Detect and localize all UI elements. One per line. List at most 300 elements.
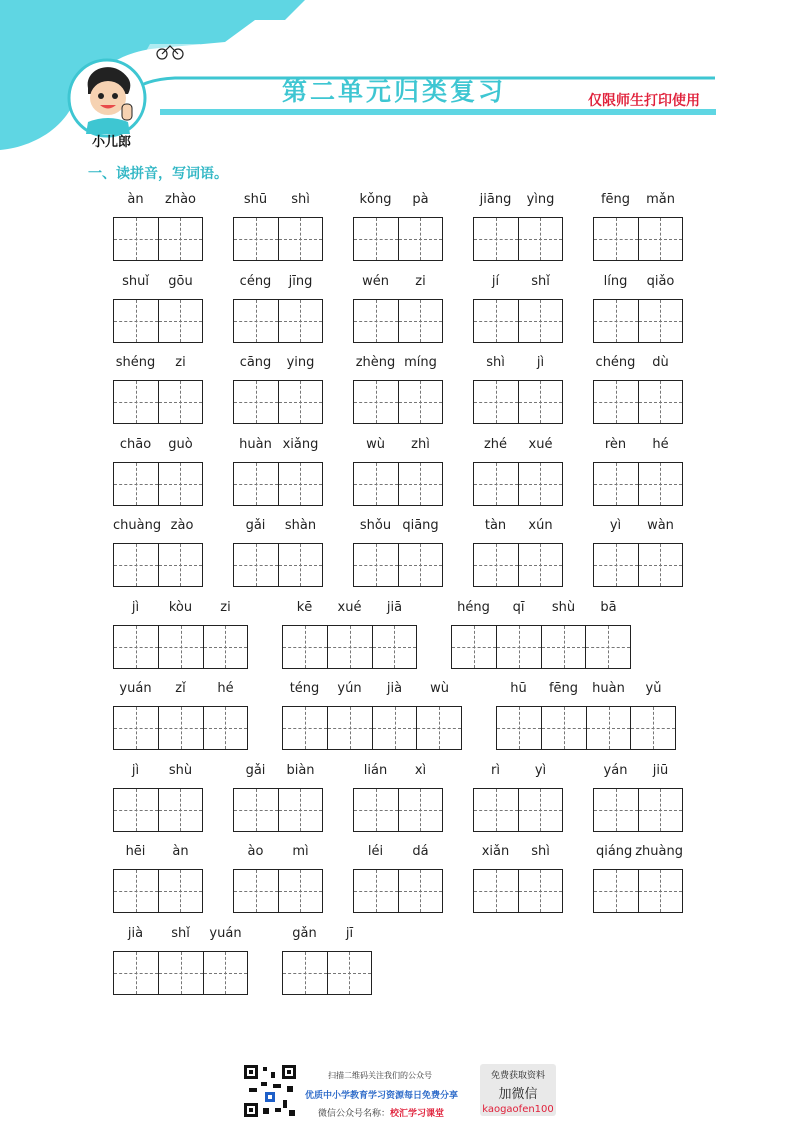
tianzige-cell[interactable]: [158, 870, 202, 912]
tianzige-cell[interactable]: [594, 870, 638, 912]
tianzige-cell[interactable]: [234, 789, 278, 831]
pinyin-syllable: shǐ: [531, 274, 550, 289]
pinyin-syllable: shì: [291, 192, 310, 207]
word-item: [473, 272, 563, 292]
pinyin-syllable: xué: [337, 600, 362, 615]
tianzige-cell[interactable]: [638, 870, 682, 912]
writing-boxes[interactable]: [233, 543, 323, 587]
pinyin-line: [473, 516, 563, 536]
tianzige-cell[interactable]: [354, 789, 398, 831]
tianzige-cell[interactable]: [398, 544, 442, 586]
tianzige-cell[interactable]: [283, 952, 327, 994]
tianzige-cell[interactable]: [114, 870, 158, 912]
word-item: [473, 842, 563, 862]
writing-boxes[interactable]: [113, 462, 203, 506]
tianzige-cell[interactable]: [474, 300, 518, 342]
writing-boxes[interactable]: [282, 625, 417, 669]
pinyin-syllable: gǎn: [292, 926, 317, 941]
tianzige-cell[interactable]: [354, 463, 398, 505]
pinyin-syllable: yún: [337, 681, 362, 696]
pinyin-syllable: ào: [247, 844, 264, 859]
tianzige-cell[interactable]: [354, 381, 398, 423]
pinyin-line: [451, 598, 631, 618]
writing-boxes[interactable]: [473, 788, 563, 832]
pinyin-syllable: pà: [412, 192, 429, 207]
tianzige-cell[interactable]: [158, 707, 202, 749]
tianzige-cell[interactable]: [203, 707, 247, 749]
tianzige-cell[interactable]: [278, 544, 322, 586]
writing-boxes[interactable]: [113, 869, 203, 913]
pinyin-syllable: guò: [168, 437, 193, 452]
tianzige-cell[interactable]: [278, 789, 322, 831]
pinyin-syllable: wù: [366, 437, 385, 452]
writing-boxes[interactable]: [353, 217, 443, 261]
tianzige-cell[interactable]: [114, 381, 158, 423]
pinyin-line: [113, 353, 203, 373]
tianzige-cell[interactable]: [354, 870, 398, 912]
tianzige-cell[interactable]: [114, 463, 158, 505]
scan-caption: 扫描二维码关注我们的公众号: [328, 1071, 432, 1080]
word-item: [473, 190, 563, 210]
writing-boxes[interactable]: [473, 462, 563, 506]
tianzige-cell[interactable]: [638, 300, 682, 342]
writing-boxes[interactable]: [282, 706, 462, 750]
tianzige-cell[interactable]: [594, 463, 638, 505]
pinyin-line: [593, 842, 683, 862]
pinyin-syllable: léi: [367, 844, 384, 859]
tianzige-cell[interactable]: [518, 789, 562, 831]
tianzige-cell[interactable]: [398, 218, 442, 260]
writing-boxes[interactable]: [233, 217, 323, 261]
tianzige-cell[interactable]: [541, 626, 586, 668]
tianzige-cell[interactable]: [114, 626, 158, 668]
pinyin-syllable: ying: [286, 355, 315, 370]
writing-boxes[interactable]: [113, 788, 203, 832]
tianzige-cell[interactable]: [354, 300, 398, 342]
tianzige-cell[interactable]: [114, 789, 158, 831]
word-item: [113, 924, 248, 944]
pinyin-line: [233, 761, 323, 781]
pinyin-line: [282, 598, 417, 618]
tianzige-cell[interactable]: [203, 626, 247, 668]
tianzige-cell[interactable]: [158, 463, 202, 505]
pinyin-syllable: jí: [491, 274, 500, 289]
tianzige-cell[interactable]: [158, 626, 202, 668]
tianzige-cell[interactable]: [114, 952, 158, 994]
boy-mascot-icon: [74, 60, 140, 134]
pinyin-line: [113, 598, 248, 618]
tianzige-cell[interactable]: [354, 218, 398, 260]
tianzige-cell[interactable]: [327, 626, 371, 668]
pinyin-syllable: yuán: [119, 681, 152, 696]
tianzige-cell[interactable]: [327, 952, 371, 994]
tianzige-cell[interactable]: [278, 463, 322, 505]
word-item: [113, 272, 203, 292]
pinyin-syllable: huàn: [592, 681, 625, 696]
pinyin-line: [113, 924, 248, 944]
word-item: [113, 190, 203, 210]
pinyin-syllable: lián: [363, 763, 388, 778]
tianzige-cell[interactable]: [372, 626, 416, 668]
writing-boxes[interactable]: [233, 462, 323, 506]
writing-boxes[interactable]: [353, 788, 443, 832]
pinyin-syllable: yǔ: [645, 681, 662, 696]
writing-boxes[interactable]: [113, 299, 203, 343]
writing-boxes[interactable]: [593, 299, 683, 343]
word-item: [233, 272, 323, 292]
pinyin-syllable: wén: [362, 274, 389, 289]
tianzige-cell[interactable]: [234, 300, 278, 342]
word-item: [473, 761, 563, 781]
pinyin-syllable: hé: [652, 437, 669, 452]
pinyin-syllable: kǒng: [359, 192, 392, 207]
pinyin-syllable: jià: [386, 681, 403, 696]
pinyin-syllable: hé: [217, 681, 234, 696]
tianzige-cell[interactable]: [594, 789, 638, 831]
writing-boxes[interactable]: [473, 217, 563, 261]
tianzige-cell[interactable]: [114, 707, 158, 749]
pinyin-syllable: zào: [170, 518, 194, 533]
writing-boxes[interactable]: [113, 951, 248, 995]
pinyin-syllable: yuán: [209, 926, 242, 941]
writing-boxes[interactable]: [593, 462, 683, 506]
pinyin-syllable: shù: [168, 763, 193, 778]
pinyin-syllable: biàn: [286, 763, 315, 778]
tianzige-cell[interactable]: [278, 218, 322, 260]
writing-boxes[interactable]: [282, 951, 372, 995]
tianzige-cell[interactable]: [327, 707, 372, 749]
pinyin-syllable: téng: [289, 681, 320, 696]
writing-boxes[interactable]: [233, 788, 323, 832]
word-item: [233, 353, 323, 373]
tianzige-cell[interactable]: [158, 789, 202, 831]
pinyin-syllable: chuàng: [113, 518, 162, 533]
tianzige-cell[interactable]: [398, 870, 442, 912]
qr-code-icon: [243, 1064, 297, 1118]
pinyin-syllable: qiāng: [402, 518, 439, 533]
pinyin-line: [473, 435, 563, 455]
pinyin-syllable: zi: [415, 274, 426, 289]
tianzige-cell[interactable]: [114, 544, 158, 586]
pinyin-syllable: mì: [292, 844, 309, 859]
writing-boxes[interactable]: [473, 869, 563, 913]
pinyin-line: [593, 272, 683, 292]
tianzige-cell[interactable]: [638, 381, 682, 423]
writing-boxes[interactable]: [353, 380, 443, 424]
pinyin-syllable: àn: [127, 192, 144, 207]
tianzige-cell[interactable]: [234, 218, 278, 260]
pinyin-syllable: yán: [603, 763, 628, 778]
word-item: [593, 435, 683, 455]
tianzige-cell[interactable]: [594, 300, 638, 342]
tianzige-cell[interactable]: [234, 463, 278, 505]
tianzige-cell[interactable]: [474, 789, 518, 831]
pinyin-syllable: jīng: [288, 274, 313, 289]
pinyin-syllable: céng: [239, 274, 272, 289]
word-item: [233, 842, 323, 862]
account-line: [318, 1106, 444, 1119]
writing-boxes[interactable]: [233, 380, 323, 424]
pinyin-line: [496, 679, 676, 699]
tianzige-cell[interactable]: [585, 626, 630, 668]
tianzige-cell[interactable]: [158, 381, 202, 423]
tianzige-cell[interactable]: [474, 544, 518, 586]
tianzige-cell[interactable]: [497, 707, 541, 749]
pinyin-syllable: dá: [412, 844, 429, 859]
writing-boxes[interactable]: [113, 625, 248, 669]
pinyin-syllable: shì: [486, 355, 505, 370]
promo-text: 优质中小学教育学习资源每日免费分享: [305, 1091, 459, 1101]
writing-boxes[interactable]: [233, 869, 323, 913]
tianzige-cell[interactable]: [518, 381, 562, 423]
page-title: 第二单元归类复习: [282, 77, 507, 106]
tianzige-cell[interactable]: [518, 218, 562, 260]
pinyin-line: [473, 761, 563, 781]
tianzige-cell[interactable]: [496, 626, 541, 668]
writing-boxes[interactable]: [473, 299, 563, 343]
pinyin-syllable: mǎn: [646, 192, 675, 207]
writing-boxes[interactable]: [113, 380, 203, 424]
pinyin-syllable: shuǐ: [122, 274, 149, 289]
tianzige-cell[interactable]: [278, 870, 322, 912]
word-item: [593, 516, 683, 536]
pinyin-line: [353, 272, 443, 292]
tianzige-cell[interactable]: [452, 626, 496, 668]
pinyin-line: [593, 190, 683, 210]
pinyin-line: [353, 761, 443, 781]
pinyin-line: [233, 272, 323, 292]
writing-boxes[interactable]: [473, 380, 563, 424]
tianzige-cell[interactable]: [638, 789, 682, 831]
pinyin-line: [593, 435, 683, 455]
word-item: [233, 190, 323, 210]
tianzige-cell[interactable]: [283, 626, 327, 668]
tianzige-cell[interactable]: [474, 463, 518, 505]
pinyin-line: [113, 516, 203, 536]
pinyin-line: [233, 435, 323, 455]
word-item: [593, 842, 683, 862]
tianzige-cell[interactable]: [594, 381, 638, 423]
word-item: [113, 761, 203, 781]
tianzige-cell[interactable]: [474, 381, 518, 423]
tianzige-cell[interactable]: [283, 707, 327, 749]
pinyin-syllable: jiāng: [479, 192, 512, 207]
wechat-caption: 免费获取资料: [490, 1071, 545, 1081]
writing-boxes[interactable]: [353, 869, 443, 913]
pinyin-syllable: jì: [131, 600, 140, 615]
tianzige-cell[interactable]: [518, 300, 562, 342]
pinyin-syllable: kòu: [168, 600, 193, 615]
pinyin-syllable: líng: [603, 274, 628, 289]
pinyin-syllable: shù: [551, 600, 576, 615]
tianzige-cell[interactable]: [158, 952, 202, 994]
pinyin-syllable: hū: [510, 681, 527, 696]
tianzige-cell[interactable]: [354, 544, 398, 586]
section-title: 一、读拼音，写词语。: [88, 166, 228, 182]
pinyin-syllable: gǎi: [245, 518, 266, 533]
tianzige-cell[interactable]: [114, 300, 158, 342]
tianzige-cell[interactable]: [630, 707, 675, 749]
pinyin-syllable: shì: [531, 844, 550, 859]
pinyin-line: [233, 516, 323, 536]
writing-boxes[interactable]: [353, 543, 443, 587]
pinyin-line: [353, 842, 443, 862]
tianzige-cell[interactable]: [203, 952, 247, 994]
writing-boxes[interactable]: [451, 625, 631, 669]
tianzige-cell[interactable]: [541, 707, 586, 749]
tianzige-cell[interactable]: [518, 870, 562, 912]
tianzige-cell[interactable]: [398, 381, 442, 423]
pinyin-syllable: jiā: [386, 600, 403, 615]
word-item: [593, 190, 683, 210]
tianzige-cell[interactable]: [518, 544, 562, 586]
word-item: [353, 516, 443, 536]
pinyin-syllable: chéng: [595, 355, 636, 370]
pinyin-syllable: héng: [457, 600, 490, 615]
pinyin-syllable: zhèng: [355, 355, 396, 370]
tianzige-cell[interactable]: [416, 707, 461, 749]
word-item: [282, 924, 372, 944]
pinyin-line: [593, 353, 683, 373]
tianzige-cell[interactable]: [234, 870, 278, 912]
pinyin-line: [113, 842, 203, 862]
tianzige-cell[interactable]: [278, 381, 322, 423]
word-item: [353, 761, 443, 781]
pinyin-syllable: chāo: [119, 437, 152, 452]
pinyin-syllable: kē: [296, 600, 313, 615]
tianzige-cell[interactable]: [594, 218, 638, 260]
wechat-box: [480, 1064, 556, 1116]
tianzige-cell[interactable]: [158, 300, 202, 342]
tianzige-cell[interactable]: [398, 789, 442, 831]
pinyin-syllable: zhuàng: [635, 844, 683, 859]
writing-boxes[interactable]: [473, 543, 563, 587]
tianzige-cell[interactable]: [234, 381, 278, 423]
pinyin-syllable: xiǎn: [481, 844, 510, 859]
writing-boxes[interactable]: [593, 788, 683, 832]
tianzige-cell[interactable]: [114, 218, 158, 260]
tianzige-cell[interactable]: [278, 300, 322, 342]
pinyin-syllable: fēng: [600, 192, 631, 207]
word-item: [353, 435, 443, 455]
pinyin-syllable: zi: [175, 355, 186, 370]
word-item: [233, 516, 323, 536]
pinyin-line: [353, 353, 443, 373]
pinyin-line: [113, 190, 203, 210]
pinyin-line: [233, 190, 323, 210]
tianzige-cell[interactable]: [158, 218, 202, 260]
pinyin-syllable: zǐ: [175, 681, 186, 696]
brand-name: 小儿郎: [92, 135, 132, 150]
word-item: [282, 679, 462, 699]
pinyin-syllable: xiǎng: [282, 437, 319, 452]
pinyin-line: [353, 435, 443, 455]
pinyin-line: [593, 761, 683, 781]
word-item: [496, 679, 676, 699]
pinyin-syllable: zi: [220, 600, 231, 615]
tianzige-cell[interactable]: [586, 707, 631, 749]
tianzige-cell[interactable]: [158, 544, 202, 586]
pinyin-syllable: dù: [652, 355, 669, 370]
writing-boxes[interactable]: [353, 462, 443, 506]
pinyin-syllable: gōu: [168, 274, 193, 289]
word-item: [113, 516, 203, 536]
tianzige-cell[interactable]: [474, 870, 518, 912]
pinyin-syllable: zhé: [483, 437, 508, 452]
account-label: 微信公众号名称：: [318, 1109, 391, 1119]
pinyin-line: [233, 842, 323, 862]
writing-boxes[interactable]: [593, 380, 683, 424]
pinyin-line: [233, 353, 323, 373]
pinyin-syllable: bā: [600, 600, 617, 615]
word-item: [113, 353, 203, 373]
pinyin-line: [113, 761, 203, 781]
pinyin-syllable: qiǎo: [646, 274, 675, 289]
writing-boxes[interactable]: [593, 869, 683, 913]
word-item: [113, 435, 203, 455]
account-name: 校汇学习课堂: [390, 1109, 445, 1119]
pinyin-syllable: qiáng: [595, 844, 633, 859]
pinyin-syllable: jī: [345, 926, 354, 941]
word-item: [593, 272, 683, 292]
pinyin-syllable: fēng: [548, 681, 579, 696]
word-item: [451, 598, 631, 618]
writing-boxes[interactable]: [353, 299, 443, 343]
tianzige-cell[interactable]: [398, 463, 442, 505]
pinyin-syllable: jià: [127, 926, 144, 941]
pinyin-syllable: tàn: [484, 518, 507, 533]
pinyin-syllable: huàn: [239, 437, 272, 452]
tianzige-cell[interactable]: [638, 463, 682, 505]
pinyin-line: [473, 190, 563, 210]
writing-boxes[interactable]: [113, 706, 248, 750]
word-item: [473, 516, 563, 536]
pinyin-syllable: shǒu: [359, 518, 392, 533]
pinyin-line: [113, 435, 203, 455]
pinyin-syllable: jì: [536, 355, 545, 370]
writing-boxes[interactable]: [113, 217, 203, 261]
word-item: [353, 842, 443, 862]
writing-boxes[interactable]: [233, 299, 323, 343]
pinyin-line: [473, 842, 563, 862]
pinyin-syllable: àn: [172, 844, 189, 859]
tianzige-cell[interactable]: [398, 300, 442, 342]
tianzige-cell[interactable]: [474, 218, 518, 260]
writing-boxes[interactable]: [113, 543, 203, 587]
word-item: [593, 353, 683, 373]
tianzige-cell[interactable]: [638, 544, 682, 586]
pinyin-syllable: shū: [243, 192, 268, 207]
pinyin-line: [113, 679, 248, 699]
tianzige-cell[interactable]: [372, 707, 417, 749]
pinyin-syllable: yì: [609, 518, 622, 533]
writing-boxes[interactable]: [593, 543, 683, 587]
word-item: [233, 435, 323, 455]
pinyin-syllable: wù: [430, 681, 449, 696]
pinyin-syllable: xué: [528, 437, 553, 452]
tianzige-cell[interactable]: [594, 544, 638, 586]
pinyin-syllable: cāng: [239, 355, 272, 370]
tianzige-cell[interactable]: [518, 463, 562, 505]
tianzige-cell[interactable]: [638, 218, 682, 260]
writing-boxes[interactable]: [593, 217, 683, 261]
pinyin-syllable: zhào: [165, 192, 196, 207]
pinyin-line: [593, 516, 683, 536]
pinyin-syllable: shàn: [284, 518, 317, 533]
pinyin-line: [473, 272, 563, 292]
writing-boxes[interactable]: [496, 706, 676, 750]
tianzige-cell[interactable]: [234, 544, 278, 586]
